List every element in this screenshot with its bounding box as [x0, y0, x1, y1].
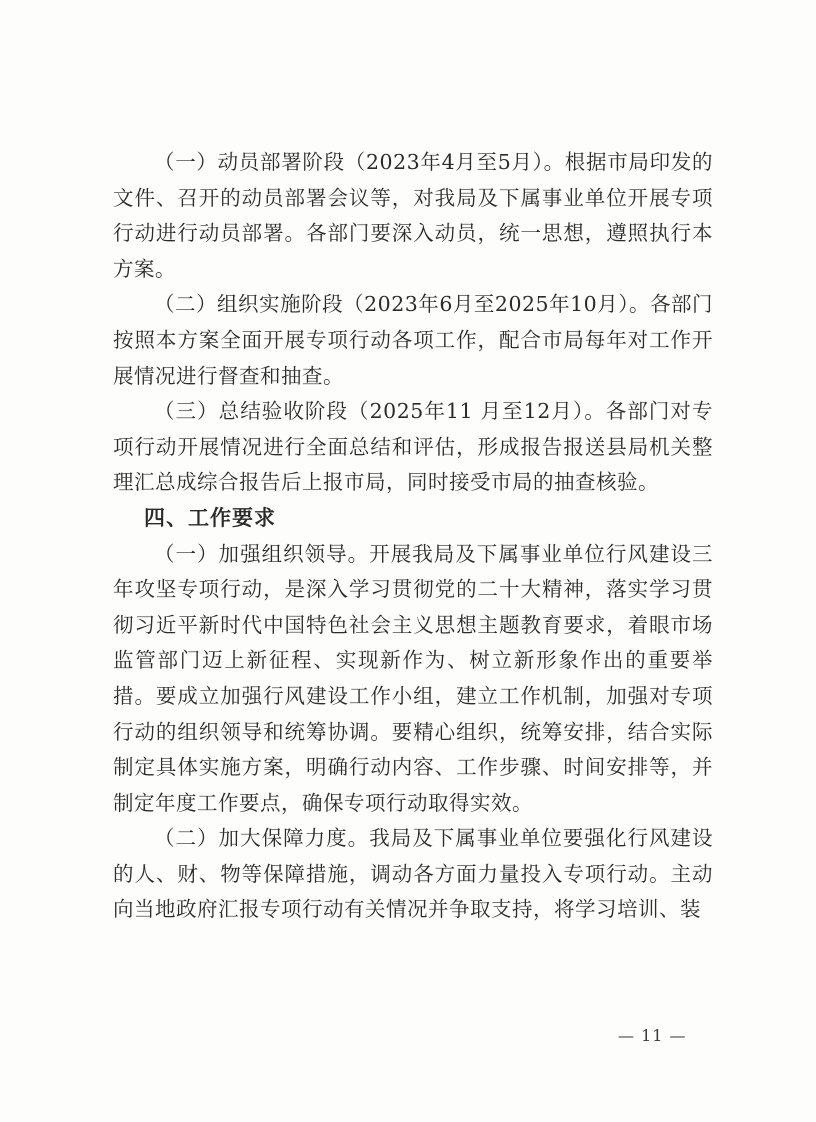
section-heading-work-requirements: 四、工作要求	[144, 505, 276, 530]
document-body	[113, 145, 713, 928]
paragraph-summary-stage: （三）总结验收阶段（2025年11 月至12月）。各部门对专项行动开展情况进行全面总结和评估，形成报告报送县局机关整理汇总成综合报告后上报市局，同时接受市局的抽查核验。	[113, 399, 713, 495]
paragraph-implementation-stage: （二）组织实施阶段（2023年6月至2025年10月）。各部门按照本方案全面开展专项行动各项工作，配合市局每年对工作开展情况进行督查和抽查。	[113, 292, 713, 388]
paragraph-increase-support: （二）加大保障力度。我局及下属事业单位要强化行风建设的人、财、物等保障措施，调动各方面力量投入专项行动。主动向当地政府汇报专项行动有关情况并争取支持，将学习培训、装	[113, 826, 713, 922]
paragraph-strengthen-leadership: （一）加强组织领导。开展我局及下属事业单位行风建设三年攻坚专项行动，是深入学习贯彻党的二十大精神，落实学习贯彻习近平新时代中国特色社会主义思想主题教育要求，着眼市场监管部门迈上新征程、实现新作为、树立新形象作出的重要举措。要成立加强行风建设工作小组，建立工作机制，加强对专项行动的组织领导和统筹协调。要精心组织，统筹安排，结合实际制定具体实施方案，明确行动内容、工作步骤、时间安排等，并制定年度工作要点，确保专项行动取得实效。	[113, 541, 713, 815]
page-number: — 11 —	[618, 1026, 687, 1045]
paragraph-mobilization-stage: （一）动员部署阶段（2023年4月至5月）。根据市局印发的文件、召开的动员部署会议等，对我局及下属事业单位开展专项行动进行动员部署。各部门要深入动员，统一思想，遵照执行本方案。	[113, 150, 713, 281]
